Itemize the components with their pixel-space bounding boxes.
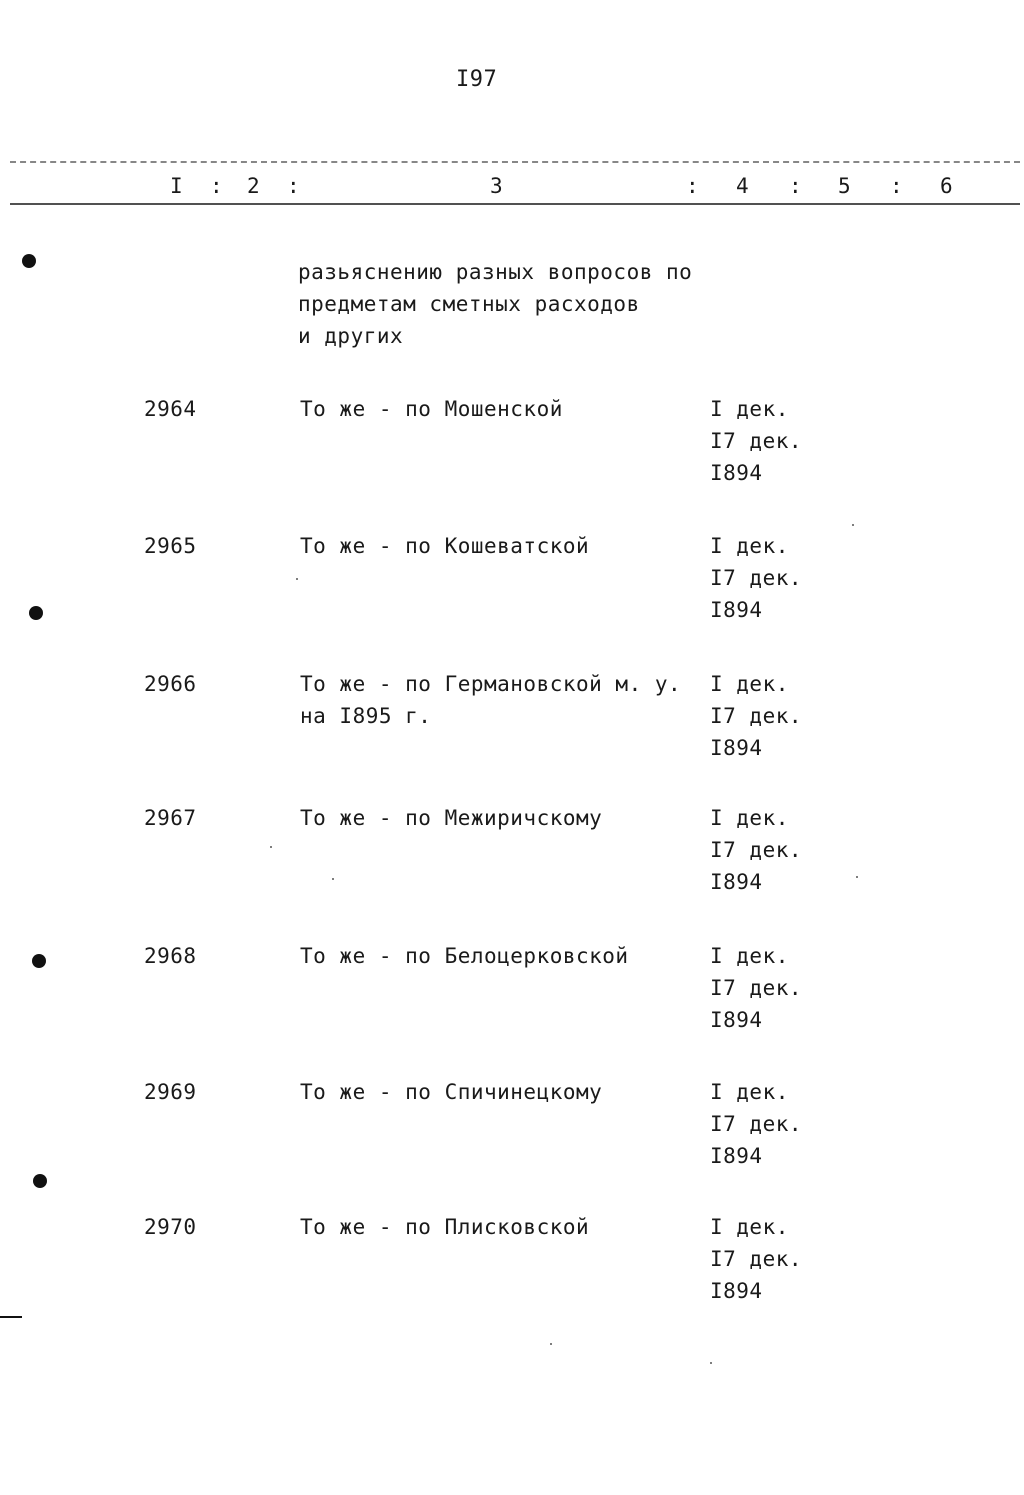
date-end: I7 дек. bbox=[710, 1112, 803, 1136]
entry-title-line: на I895 г. bbox=[300, 704, 432, 728]
entry-number: 2968 bbox=[144, 944, 197, 968]
entry-number: 2966 bbox=[144, 672, 197, 696]
continuation-line: разьяснению разных вопросов по bbox=[298, 260, 693, 284]
col-2-label: 2 bbox=[247, 174, 261, 198]
binder-hole bbox=[29, 606, 43, 620]
entry-number: 2970 bbox=[144, 1215, 197, 1239]
entry-title-line: То же - по Межиричскому bbox=[300, 806, 603, 830]
col-1-label: I bbox=[170, 174, 184, 198]
entry-title bbox=[300, 668, 681, 732]
page-number: I97 bbox=[456, 67, 498, 92]
entry-number: 2967 bbox=[144, 806, 197, 830]
entry-dates bbox=[710, 1076, 802, 1172]
entry-dates bbox=[710, 802, 802, 898]
date-year: I894 bbox=[710, 598, 763, 622]
entry-title-line: То же - по Германовской м. у. bbox=[300, 672, 682, 696]
entry-title bbox=[300, 393, 563, 425]
date-year: I894 bbox=[710, 461, 763, 485]
date-end: I7 дек. bbox=[710, 838, 803, 862]
entry-number: 2969 bbox=[144, 1080, 197, 1104]
col-separator: : bbox=[287, 174, 301, 198]
entry-dates bbox=[710, 530, 802, 626]
scan-speck bbox=[856, 876, 858, 878]
entry-title bbox=[300, 530, 589, 562]
col-4-label: 4 bbox=[736, 174, 750, 198]
col-6-label: 6 bbox=[940, 174, 954, 198]
continuation-text bbox=[298, 256, 692, 352]
scan-speck bbox=[852, 524, 854, 526]
entry-title-line: То же - по Кошеватской bbox=[300, 534, 590, 558]
margin-mark bbox=[0, 1316, 22, 1318]
scan-speck bbox=[710, 1362, 712, 1364]
date-start: I дек. bbox=[710, 1080, 789, 1104]
continuation-line: предметам сметных расходов bbox=[298, 292, 640, 316]
binder-hole bbox=[32, 954, 46, 968]
entry-title bbox=[300, 802, 602, 834]
header-rule-top bbox=[10, 161, 1020, 163]
col-separator: : bbox=[789, 174, 803, 198]
date-start: I дек. bbox=[710, 397, 789, 421]
date-end: I7 дек. bbox=[710, 1247, 803, 1271]
date-end: I7 дек. bbox=[710, 704, 803, 728]
entry-title bbox=[300, 1076, 602, 1108]
date-start: I дек. bbox=[710, 534, 789, 558]
date-year: I894 bbox=[710, 1144, 763, 1168]
entry-dates bbox=[710, 393, 802, 489]
header-rule-bottom bbox=[10, 203, 1020, 205]
col-3-label: 3 bbox=[490, 174, 504, 198]
col-separator: : bbox=[890, 174, 904, 198]
col-separator: : bbox=[686, 174, 700, 198]
entry-title-line: То же - по Мошенской bbox=[300, 397, 563, 421]
entry-title-line: То же - по Спичинецкому bbox=[300, 1080, 603, 1104]
entry-title-line: То же - по Белоцерковской bbox=[300, 944, 629, 968]
date-end: I7 дек. bbox=[710, 566, 803, 590]
date-start: I дек. bbox=[710, 806, 789, 830]
date-start: I дек. bbox=[710, 1215, 789, 1239]
date-end: I7 дек. bbox=[710, 976, 803, 1000]
scan-speck bbox=[550, 1343, 552, 1345]
binder-hole bbox=[22, 254, 36, 268]
date-end: I7 дек. bbox=[710, 429, 803, 453]
scan-speck bbox=[332, 878, 334, 880]
entry-dates bbox=[710, 1211, 802, 1307]
date-year: I894 bbox=[710, 736, 763, 760]
entry-number: 2965 bbox=[144, 534, 197, 558]
entry-dates bbox=[710, 940, 802, 1036]
continuation-line: и других bbox=[298, 324, 404, 348]
col-5-label: 5 bbox=[838, 174, 852, 198]
entry-title-line: То же - по Плисковской bbox=[300, 1215, 590, 1239]
date-year: I894 bbox=[710, 1008, 763, 1032]
entry-dates bbox=[710, 668, 802, 764]
entry-title bbox=[300, 940, 629, 972]
col-separator: : bbox=[210, 174, 224, 198]
date-start: I дек. bbox=[710, 944, 789, 968]
entry-number: 2964 bbox=[144, 397, 197, 421]
date-year: I894 bbox=[710, 1279, 763, 1303]
binder-hole bbox=[33, 1174, 47, 1188]
scan-speck bbox=[270, 846, 272, 848]
scan-speck bbox=[296, 578, 298, 580]
entry-title bbox=[300, 1211, 589, 1243]
date-start: I дек. bbox=[710, 672, 789, 696]
date-year: I894 bbox=[710, 870, 763, 894]
